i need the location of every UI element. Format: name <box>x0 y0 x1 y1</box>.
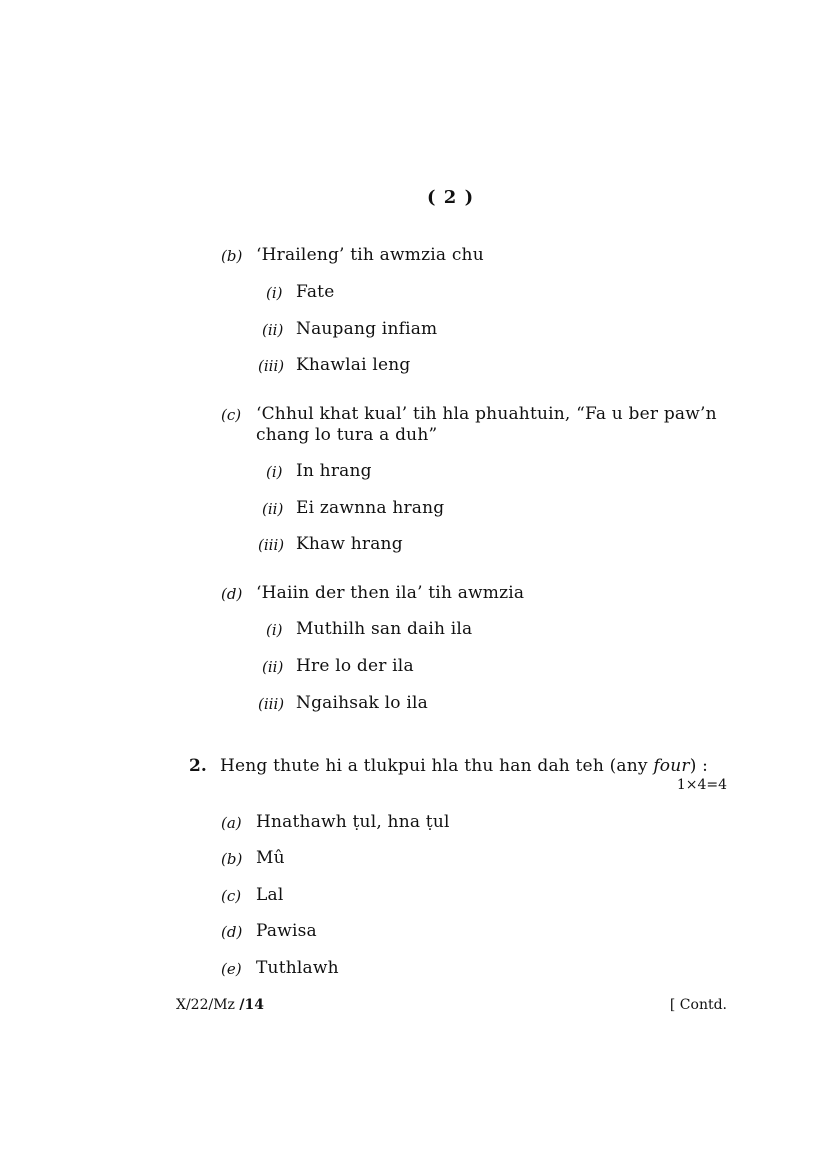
item-label: (d) <box>221 923 243 941</box>
option-label: (i) <box>266 284 283 302</box>
option-text: Khaw hrang <box>296 534 403 554</box>
option-text: Ei zawnna hrang <box>296 498 445 518</box>
continued-marker: [ Contd. <box>669 997 727 1013</box>
option-label: (i) <box>266 621 283 639</box>
part-text: ‘Hraileng’ tih awmzia chu <box>256 245 484 265</box>
item-text: Hnathawh ṭul, hna ṭul <box>256 812 450 832</box>
part-label: (b) <box>221 247 243 265</box>
option-text: Hre lo der ila <box>296 656 414 676</box>
option-label: (iii) <box>258 536 285 554</box>
option-label: (iii) <box>258 695 285 713</box>
option-text: Khawlai leng <box>296 355 411 375</box>
option-label: (i) <box>266 463 283 481</box>
item-label: (b) <box>221 850 243 868</box>
question-number: 2. <box>189 756 207 776</box>
part-text: ‘Chhul khat kual’ tih hla phuahtuin, “Fa u ber paw’n <box>256 404 717 424</box>
option-text: Fate <box>296 282 335 302</box>
paper-code: X/22/Mz /14 <box>176 997 264 1013</box>
item-text: Pawisa <box>256 921 317 941</box>
item-label: (c) <box>221 887 242 905</box>
item-text: Tuthlawh <box>256 958 339 978</box>
option-text: Naupang infiam <box>296 319 438 339</box>
item-text: Mû <box>256 848 285 868</box>
item-label: (a) <box>221 814 242 832</box>
part-label: (d) <box>221 585 243 603</box>
item-text: Lal <box>256 885 284 905</box>
option-label: (ii) <box>262 500 284 518</box>
question-text: Heng thute hi a tlukpui hla thu han dah teh (any four) : <box>220 756 709 776</box>
page-number: ( 2 ) <box>427 187 475 208</box>
part-text: ‘Haiin der then ila’ tih awmzia <box>256 583 525 603</box>
item-label: (e) <box>221 960 242 978</box>
part-text-line2: chang lo tura a duh” <box>256 425 438 445</box>
marks-allocation: 1×4=4 <box>676 777 727 793</box>
option-label: (iii) <box>258 357 285 375</box>
option-label: (ii) <box>262 658 284 676</box>
part-label: (c) <box>221 406 242 424</box>
option-text: In hrang <box>296 461 372 481</box>
option-text: Ngaihsak lo ila <box>296 693 428 713</box>
option-label: (ii) <box>262 321 284 339</box>
option-text: Muthilh san daih ila <box>296 619 473 639</box>
